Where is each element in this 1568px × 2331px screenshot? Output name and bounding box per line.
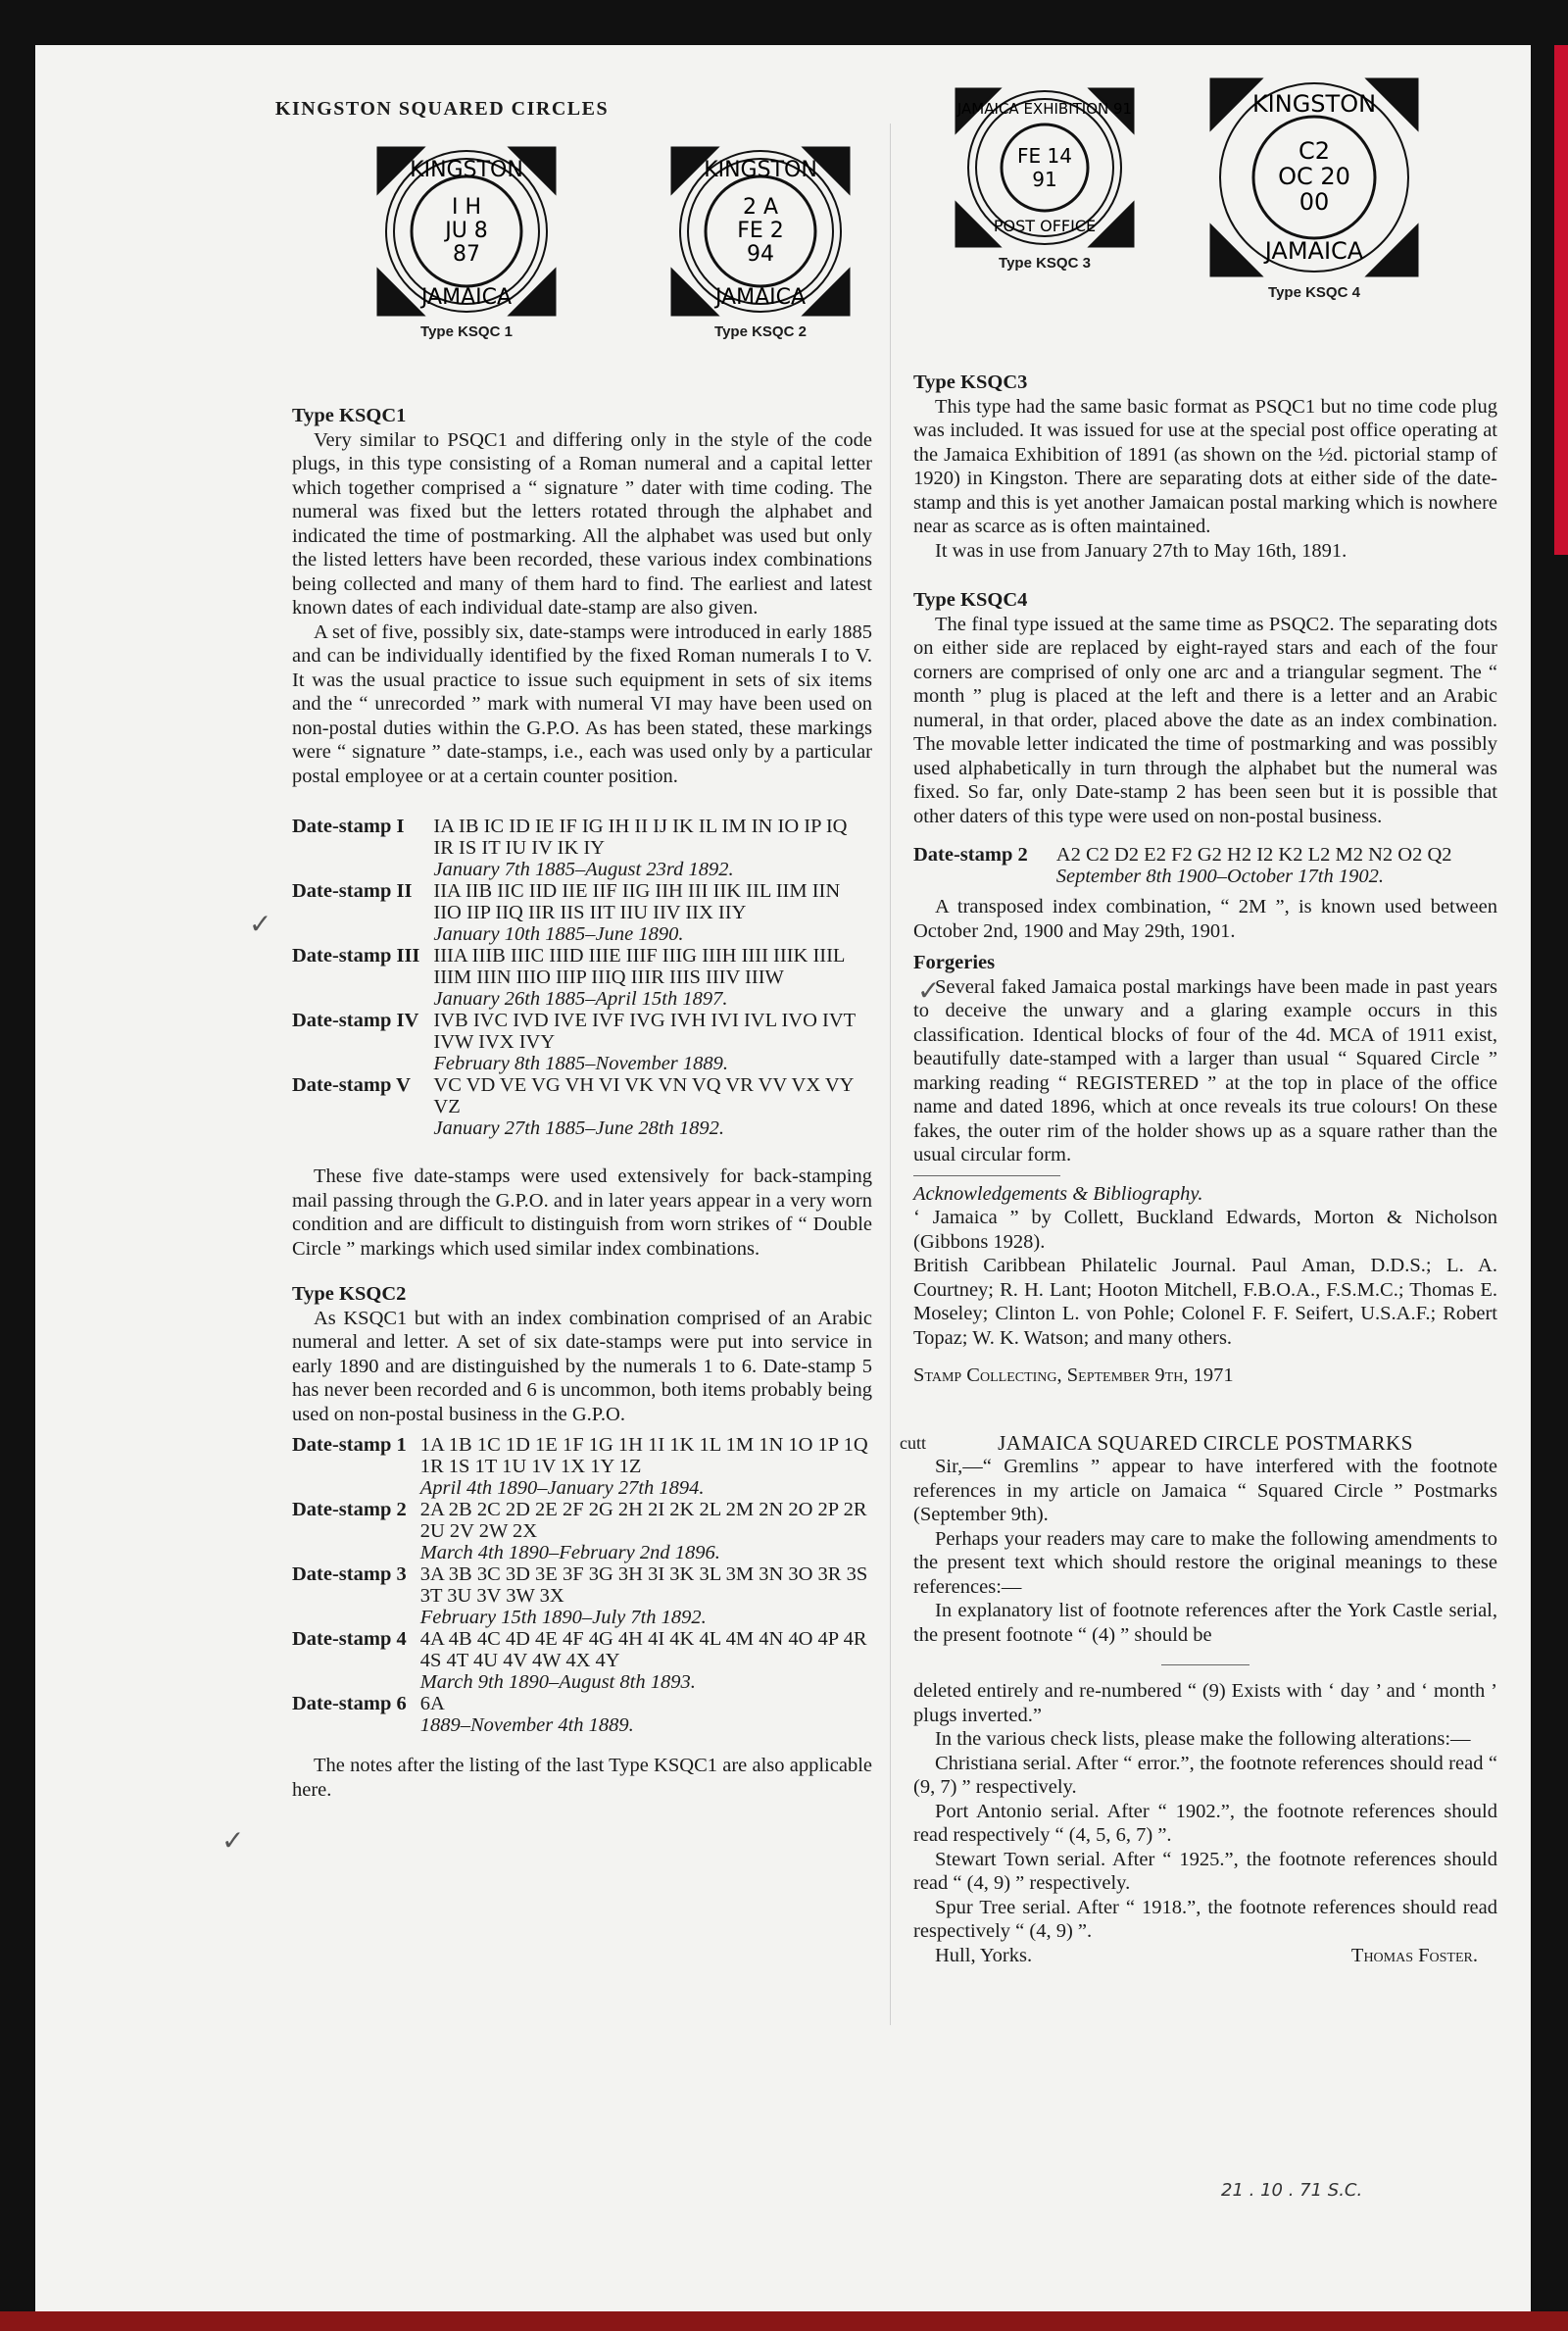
pencil-check-mark: ✓	[221, 1824, 245, 1857]
stamp-line-1: C2	[1298, 137, 1331, 165]
table-row	[292, 880, 872, 945]
date-stamp-label: Date-stamp V	[292, 1074, 411, 1096]
index-codes: IIA IIB IIC IID IIE IIF IIG IIH III IIK IIL IIM IIN IIO IIP IIQ IIR IIS IIT IIU IIV IIX IIY	[433, 880, 841, 923]
index-codes: VC VD VE VG VH VI VK VN VQ VR VV VX VY VZ	[433, 1074, 854, 1117]
stamp-caption: Type KSQC 4	[1268, 284, 1360, 301]
squared-circle-postmark-image	[667, 143, 854, 320]
date-stamp-table-ksqc4	[913, 844, 1497, 887]
stamp-line-1: I H	[451, 195, 482, 220]
stamp-bottom-text: JAMAICA	[1264, 237, 1364, 265]
table-row	[292, 945, 872, 1010]
ack-entry: British Caribbean Philatelic Journal. Paul Aman, D.D.S.; L. A. Courtney; R. H. Lant; Hooton Mitchell, F.B.O.A., F.S.M.C.; Thomas E. Moseley; Clinton L. von Pohle; Colonel F. F. Seifert, U.S.A.F.; Robert Topaz; W. K. Watson; and many others.	[913, 1255, 1497, 1349]
letter-paragraph: In the various check lists, please make the following alterations:—	[935, 1728, 1471, 1750]
date-range: January 10th 1885–June 1890.	[433, 923, 684, 945]
paragraph: These five date-stamps were used extensively for back-stamping mail passing through the G.P.O. and in later years appear in a very worn condition and are difficult to distinguish from worn strikes of “ Double Circle ” markings which used similar index combinations.	[292, 1166, 872, 1260]
article-title: KINGSTON SQUARED CIRCLES	[274, 98, 610, 120]
letter-signoff	[913, 1944, 1497, 1969]
paragraph: It was in use from January 27th to May 16th, 1891.	[935, 539, 1348, 562]
stamp-line-1: 2 A	[742, 195, 779, 220]
date-range: September 8th 1900–October 17th 1902.	[1055, 866, 1384, 887]
letter-title: JAMAICA SQUARED CIRCLE POSTMARKS	[998, 1430, 1413, 1455]
date-stamp-label: Date-stamp III	[292, 945, 420, 967]
stamp-ksqc4	[1201, 74, 1427, 301]
date-stamp-label: Date-stamp 4	[292, 1628, 407, 1650]
stamp-line-3: 00	[1298, 188, 1330, 216]
stamp-bottom-text: POST OFFICE	[993, 217, 1097, 235]
date-stamp-label: Date-stamp 1	[292, 1434, 407, 1456]
date-stamp-table-ksqc1	[292, 816, 872, 1139]
section-heading-ksqc3: Type KSQC3	[913, 372, 1028, 393]
right-column	[900, 363, 1497, 1969]
index-codes: IA IB IC ID IE IF IG IH II IJ IK IL IM IN IO IP IQ IR IS IT IU IV IK IY	[433, 816, 848, 859]
exhibition-postmark-image	[952, 84, 1138, 251]
ack-entry: ‘ Jamaica ” by Collett, Buckland Edwards, Morton & Nicholson (Gibbons 1928).	[913, 1207, 1497, 1253]
stamp-top-text: KINGSTON	[1251, 90, 1377, 118]
stamp-line-2: 91	[1032, 168, 1057, 191]
stamp-line-3: 94	[747, 242, 774, 267]
index-codes: 2A 2B 2C 2D 2E 2F 2G 2H 2I 2K 2L 2M 2N 2O 2P 2R 2U 2V 2W 2X	[419, 1499, 867, 1542]
table-row	[913, 844, 1497, 887]
red-page-edge	[1554, 45, 1568, 555]
bottom-edge-strip	[0, 2311, 1568, 2331]
date-stamp-label: Date-stamp IV	[292, 1010, 419, 1031]
paragraph: The notes after the listing of the last Type KSQC1 are also applicable here.	[292, 1755, 872, 1801]
table-row	[292, 1563, 872, 1628]
stamp-caption: Type KSQC 1	[420, 323, 513, 340]
letter-paragraph: Spur Tree serial. After “ 1918.”, the footnote references should read respectively “ (4, 9) ”.	[913, 1896, 1497, 1942]
stamp-ksqc2	[662, 143, 858, 340]
table-row	[292, 1499, 872, 1563]
stamp-top-text: KINGSTON	[410, 158, 523, 182]
letter-paragraph: Stewart Town serial. After “ 1925.”, the footnote references should read “ (4, 9) ” respectively.	[913, 1848, 1497, 1894]
ack-heading: Acknowledgements & Bibliography.	[913, 1182, 1203, 1205]
clipping-note: cutt	[900, 1432, 926, 1453]
stamp-line-3: 87	[453, 242, 480, 267]
stamp-bottom-text: JAMAICA	[714, 285, 807, 310]
index-codes: 3A 3B 3C 3D 3E 3F 3G 3H 3I 3K 3L 3M 3N 3O 3R 3S 3T 3U 3V 3W 3X	[419, 1563, 868, 1607]
index-codes: IIIA IIIB IIIC IIID IIIE IIIF IIIG IIIH IIII IIIK IIIL IIIM IIIN IIIO IIIP IIIQ IIIR IIIS IIIV IIIW	[433, 945, 845, 988]
stamp-line-2: JU 8	[445, 219, 488, 243]
pencil-check-mark: ✓	[249, 908, 272, 940]
divider-rule	[913, 1175, 1060, 1176]
stamp-caption: Type KSQC 2	[714, 323, 807, 340]
letter-block	[900, 1430, 1497, 1969]
paragraph: This type had the same basic format as PSQC1 but no time code plug was included. It was issued for use at the special post office operating at the Jamaica Exhibition of 1891 (as shown on the ½d. pictorial stamp of 1920) in Kingston. There are separating dots at either side of the date-stamp and this is yet another Jamaican postal marking which is nowhere near as scarce as is often maintained.	[913, 395, 1497, 537]
stamp-ksqc1	[368, 143, 564, 340]
stamp-line-2: FE 2	[737, 219, 784, 243]
source-line: Stamp Collecting, September 9th, 1971	[913, 1364, 1234, 1386]
date-range: April 4th 1890–January 27th 1894.	[419, 1477, 705, 1499]
letter-paragraph: Perhaps your readers may care to make the following amendments to the present text which should restore the original meanings to these references:—	[913, 1527, 1497, 1598]
date-stamp-label: Date-stamp 6	[292, 1693, 407, 1714]
divider-rule	[1161, 1664, 1250, 1665]
table-row	[292, 1693, 872, 1736]
table-row	[292, 1010, 872, 1074]
index-codes: 4A 4B 4C 4D 4E 4F 4G 4H 4I 4K 4L 4M 4N 4O 4P 4R 4S 4T 4U 4V 4W 4X 4Y	[419, 1628, 867, 1671]
handwritten-date: 21 . 10 . 71 S.C.	[1221, 2180, 1363, 2201]
paragraph: Several faked Jamaica postal markings have been made in past years to deceive the unwary and a glaring example occurs in this classification. Identical blocks of four of the 4d. MCA of 1911 exist, beautifully date-stamped with a larger than usual “ Squared Circle ” marking reading “ REGISTERED ” at the top in place of the office name and dated 1896, which at once reveals its true colours! On these fakes, the outer rim of the holder shows up as a square rather than the usual circular form.	[913, 975, 1497, 1166]
stamp-caption: Type KSQC 3	[999, 255, 1091, 272]
letter-paragraph: deleted entirely and re-numbered “ (9) Exists with ‘ day ’ and ‘ month ’ plugs inverted.”	[913, 1680, 1497, 1726]
paragraph: A set of five, possibly six, date-stamps were introduced in early 1885 and can be individually identified by the fixed Roman numerals I to V. It was the usual practice to issue such equipment in sets of six items and the “ unrecorded ” mark with numeral VI may have been used on non-postal duties within the G.P.O. As has been stated, these markings were “ signature ” date-stamps, i.e., each was used only by a particular postal employee or at a certain counter position.	[292, 620, 872, 787]
paragraph: Very similar to PSQC1 and differing only in the style of the code plugs, in this type consisting of a Roman numeral and a capital letter which together comprised a “ signature ” dater with time coding. The numeral was fixed but the letters rotated through the alphabet and indicated the time of postmarking. All the alphabet was used but only the listed letters have been recorded, these various index combinations being collected and many of them hard to find. The earliest and latest known dates of each individual date-stamp are also given.	[292, 428, 872, 619]
squared-circle-postmark-image	[373, 143, 560, 320]
letter-signature: Thomas Foster.	[1350, 1944, 1478, 1966]
date-range: February 15th 1890–July 7th 1892.	[419, 1607, 707, 1628]
index-codes: 6A	[419, 1693, 445, 1714]
paragraph: A transposed index combination, “ 2M ”, is known used between October 2nd, 1900 and May 29th, 1901.	[913, 896, 1497, 942]
date-stamp-label: Date-stamp 3	[292, 1563, 407, 1585]
date-stamp-table-ksqc2	[292, 1434, 872, 1736]
column-divider	[890, 124, 891, 2025]
stamp-bottom-text: JAMAICA	[420, 285, 513, 310]
letter-paragraph: In explanatory list of footnote references after the York Castle serial, the present footnote “ (4) ” should be	[913, 1600, 1497, 1646]
date-stamp-label: Date-stamp I	[292, 816, 405, 837]
pencil-check-mark: ✓	[917, 974, 941, 1007]
paragraph: As KSQC1 but with an index combination comprised of an Arabic numeral and letter. A set of six date-stamps were put into service in early 1890 and are distinguished by the numerals 1 to 6. Date-stamp 5 has never been recorded and 6 is uncommon, both items probably being used on non-postal business in the G.P.O.	[292, 1307, 872, 1425]
section-heading-ksqc1: Type KSQC1	[292, 405, 407, 426]
table-row	[292, 1434, 872, 1499]
stamp-line-2: OC 20	[1278, 163, 1350, 190]
date-range: January 27th 1885–June 28th 1892.	[433, 1117, 725, 1139]
left-column	[292, 396, 872, 1802]
table-row	[292, 1628, 872, 1693]
date-stamp-label: Date-stamp 2	[913, 844, 1028, 866]
date-range: January 26th 1885–April 15th 1897.	[433, 988, 728, 1010]
section-heading-ksqc2: Type KSQC2	[292, 1283, 407, 1305]
section-heading-ksqc4: Type KSQC4	[913, 589, 1028, 611]
table-row	[292, 816, 872, 880]
date-range: February 8th 1885–November 1889.	[433, 1053, 729, 1074]
date-range: 1889–November 4th 1889.	[419, 1714, 634, 1736]
index-codes: A2 C2 D2 E2 F2 G2 H2 I2 K2 L2 M2 N2 O2 Q2	[1055, 844, 1452, 866]
table-row	[292, 1074, 872, 1139]
letter-paragraph: Port Antonio serial. After “ 1902.”, the footnote references should read respectively “ (4, 5, 6, 7) ”.	[913, 1800, 1497, 1846]
index-codes: 1A 1B 1C 1D 1E 1F 1G 1H 1I 1K 1L 1M 1N 1O 1P 1Q 1R 1S 1T 1U 1V 1X 1Y 1Z	[419, 1434, 868, 1477]
stamp-top-text: KINGSTON	[704, 158, 817, 182]
letter-paragraph: Christiana serial. After “ error.”, the footnote references should read “ (9, 7) ” respectively.	[913, 1752, 1497, 1798]
paragraph: The final type issued at the same time as PSQC2. The separating dots on either side are replaced by eight-rayed stars and each of the four corners are comprised of only one arc and a triangular segment. The “ month ” plug is placed at the left and there is a letter and an Arabic numeral, in that order, placed above the date as an index combination. The movable letter indicated the time of postmarking and was possibly used alphabetically in turn through the alphabet but the numeral was fixed. So far, only Date-stamp 2 has been seen but it is possible that other daters of this type were used on non-postal business.	[913, 613, 1497, 827]
date-stamp-label: Date-stamp II	[292, 880, 413, 902]
index-codes: IVB IVC IVD IVE IVF IVG IVH IVI IVL IVO IVT IVW IVX IVY	[433, 1010, 856, 1053]
magazine-page	[35, 45, 1531, 2311]
stamp-top-text: JAMAICA EXHIBITION 91	[956, 100, 1133, 118]
date-range: March 4th 1890–February 2nd 1896.	[419, 1542, 720, 1563]
letter-place: Hull, Yorks.	[935, 1944, 1033, 1966]
stamp-ksqc3	[947, 84, 1143, 272]
date-range: January 7th 1885–August 23rd 1892.	[433, 859, 734, 880]
stamp-line-1: FE 14	[1017, 144, 1072, 168]
squared-circle-postmark-image	[1206, 74, 1422, 280]
letter-paragraph: Sir,—“ Gremlins ” appear to have interfered with the footnote references in my article on Jamaica “ Squared Circle ” Postmarks (September 9th).	[913, 1456, 1497, 1525]
section-heading-forgeries: Forgeries	[913, 952, 996, 973]
date-stamp-label: Date-stamp 2	[292, 1499, 407, 1520]
date-range: March 9th 1890–August 8th 1893.	[419, 1671, 696, 1693]
